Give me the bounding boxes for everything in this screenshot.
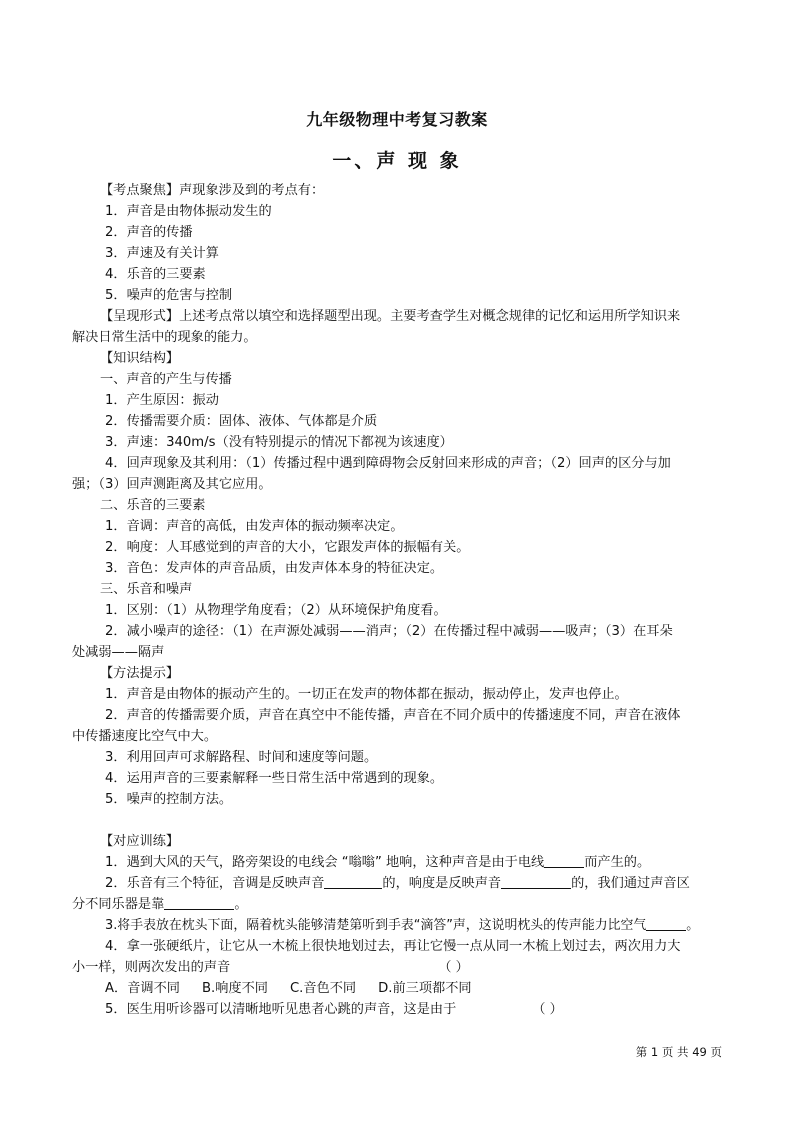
method-item: 2．声音的传播需要介质，声音在真空中不能传播，声音在不同介质中的传播速度不同，声音在液体 xyxy=(105,708,681,723)
question-5 xyxy=(72,999,728,1020)
focus-item: 3．声速及有关计算 xyxy=(105,246,219,261)
question-text: 而产生的。 xyxy=(584,855,651,870)
question-text: 分不同乐器是靠 xyxy=(72,897,165,912)
structure-item: 1．区别：（1）从物理学角度看；（2）从环境保护角度看。 xyxy=(105,603,447,618)
page-title: 九年级物理中考复习教案 xyxy=(306,110,488,129)
form-paragraph-cont: 解决日常生活中的现象的能力。 xyxy=(72,330,257,345)
question-text: 5．医生用听诊器可以清晰地听见患者心跳的声音，这是由于 xyxy=(105,1002,457,1017)
method-item-cont: 中传播速度比空气中大。 xyxy=(72,729,218,744)
answer-blank xyxy=(324,874,382,889)
question-text: 的，我们通过声音区 xyxy=(571,876,690,891)
structure-item: 2．减小噪声的途径：（1）在声源处减弱——消声；（2）在传播过程中减弱——吸声；（3）在耳朵 xyxy=(105,624,673,639)
section-label-form: 【呈现形式】 xyxy=(100,309,180,324)
option-b: B.响度不同 xyxy=(201,981,268,996)
method-item: 4．运用声音的三要素解释一些日常生活中常遇到的现象。 xyxy=(105,771,444,786)
method-item: 3．利用回声可求解路程、时间和速度等问题。 xyxy=(105,750,378,765)
structure-heading: 三、乐音和噪声 xyxy=(100,582,193,597)
question-text: 1．遇到大风的天气，路旁架设的电线会 “嗡嗡” 地响，这种声音是由于电线 xyxy=(105,855,545,870)
focus-item: 5．噪声的危害与控制 xyxy=(105,288,233,303)
question-text: 3.将手表放在枕头下面，隔着枕头能够清楚第听到手表“滴答”声，这说明枕头的传声能力比空气 xyxy=(105,918,647,933)
answer-blank xyxy=(164,895,234,910)
question-2-cont xyxy=(72,894,728,915)
structure-item: 3．音色：发声体的声音品质，由发声体本身的特征决定。 xyxy=(105,561,444,576)
option-a: A．音调不同 xyxy=(105,981,180,996)
structure-item-cont: 强；（3）回声测距离及其它应用。 xyxy=(72,477,272,492)
structure-item: 1．音调：声音的高低，由发声体的振动频率决定。 xyxy=(105,519,404,534)
focus-text: 声现象涉及到的考点有： xyxy=(179,183,325,198)
question-4-cont xyxy=(72,957,728,978)
document-body xyxy=(72,180,728,1020)
question-1 xyxy=(72,852,728,873)
section-label-practice: 【对应训练】 xyxy=(100,834,180,849)
answer-blank xyxy=(646,916,686,931)
structure-item: 3．声速：340m/s（没有特别提示的情况下都视为该速度） xyxy=(105,435,453,450)
structure-item: 4．回声现象及其利用：（1）传播过程中遇到障碍物会反射回来形成的声音；（2）回声的区分与加 xyxy=(105,456,671,471)
form-text: 上述考点常以填空和选择题型出现。主要考查学生对概念规律的记忆和运用所学知识来 xyxy=(179,309,681,324)
focus-item: 1．声音是由物体振动发生的 xyxy=(105,204,272,219)
answer-paren: （ ） xyxy=(532,1002,563,1017)
structure-item: 1．产生原因：振动 xyxy=(105,393,219,408)
structure-item: 2．传播需要介质：固体、液体、气体都是介质 xyxy=(105,414,378,429)
question-3 xyxy=(72,915,728,936)
option-c: C.音色不同 xyxy=(289,981,357,996)
focus-intro xyxy=(72,180,728,201)
spacer xyxy=(72,810,728,831)
question-text: 的，响度是反映声音 xyxy=(382,876,502,891)
structure-item-cont: 处减弱——隔声 xyxy=(72,645,165,660)
focus-item: 4．乐音的三要素 xyxy=(105,267,206,282)
question-2 xyxy=(72,873,728,894)
page-number: 第 1 页 共 49 页 xyxy=(635,1045,722,1059)
focus-item: 2．声音的传播 xyxy=(105,225,193,240)
question-text: 小一样，则两次发出的声音 xyxy=(72,960,231,975)
question-text: 。 xyxy=(686,918,700,933)
structure-heading: 一、声音的产生与传播 xyxy=(100,372,232,387)
question-text: 2．乐音有三个特征，音调是反映声音 xyxy=(105,876,325,891)
answer-blank xyxy=(544,853,584,868)
chapter-title: 一、声 现 象 xyxy=(332,150,462,172)
question-text: 。 xyxy=(234,897,248,912)
section-label-method: 【方法提示】 xyxy=(100,666,180,681)
form-paragraph xyxy=(72,306,728,327)
option-d: D.前三项都不同 xyxy=(378,981,472,996)
section-label-focus: 【考点聚焦】 xyxy=(100,183,180,198)
question-4: 4．拿一张硬纸片，让它从一木梳上很快地划过去，再让它慢一点从同一木梳上划过去，两次用力大 xyxy=(105,939,681,954)
section-label-structure: 【知识结构】 xyxy=(100,351,180,366)
question-4-options xyxy=(72,978,728,999)
method-item: 5．噪声的控制方法。 xyxy=(105,792,233,807)
structure-heading: 二、乐音的三要素 xyxy=(100,498,206,513)
method-item: 1．声音是由物体的振动产生的。一切正在发声的物体都在振动，振动停止，发声也停止。 xyxy=(105,687,628,702)
structure-item: 2．响度：人耳感觉到的声音的大小，它跟发声体的振幅有关。 xyxy=(105,540,470,555)
answer-blank xyxy=(501,874,571,889)
answer-paren: （ ） xyxy=(438,960,469,975)
